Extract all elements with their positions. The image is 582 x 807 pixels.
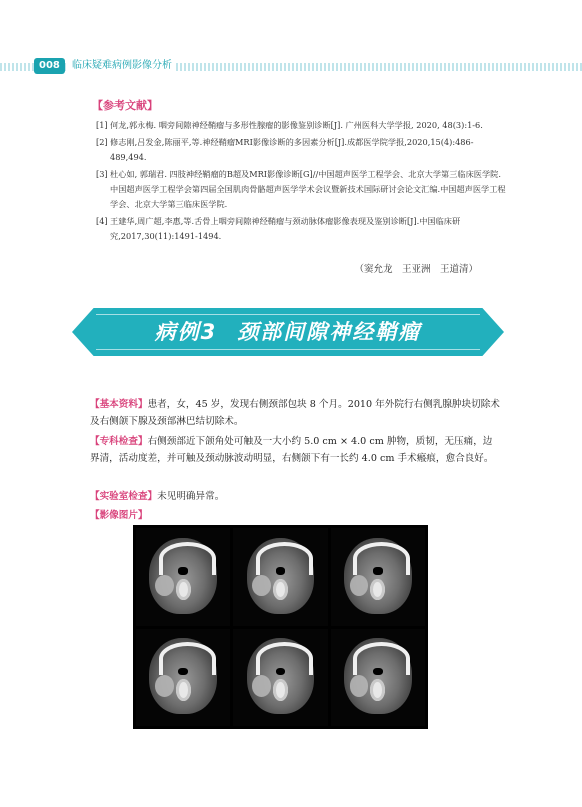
case-title — [72, 316, 504, 346]
basic-info-paragraph — [90, 396, 500, 430]
case-title-banner — [72, 308, 504, 356]
reference-number: [2] — [96, 137, 108, 147]
ct-image-panel — [133, 525, 428, 729]
lab-exam-label: 【实验室检查】 — [90, 491, 158, 502]
ct-scan-image — [331, 528, 425, 626]
reference-number: [4] — [96, 216, 108, 226]
reference-text: 杜心如, 郭瑞君. 四肢神经鞘瘤的B超及MRI影像诊断[G]//中国超声医学工程学会、北京大学第三临床医学院.中国超声医学工程学会第四届全国肌肉骨骼超声医学学术会议暨新技术国际研讨会论文汇编.中国超声医学工程学会、北京大学第三临床医学院. — [110, 169, 506, 209]
case-name: 颈部间隙神经鞘瘤 — [237, 320, 422, 344]
ct-scan-image — [233, 528, 327, 626]
page-number: 008 — [34, 58, 65, 74]
reference-item — [96, 214, 506, 244]
ct-scan-image — [331, 629, 425, 727]
reference-number: [1] — [96, 120, 108, 130]
lab-exam-paragraph — [90, 488, 500, 505]
reference-number: [3] — [96, 169, 108, 179]
reference-item — [96, 167, 506, 212]
reference-text: 修志刚,吕发金,陈丽平,等.神经鞘瘤MRI影像诊断的多因素分析[J].成都医学院学报,2020,15(4):486-489,494. — [110, 137, 474, 162]
running-title: 临床疑难病例影像分析 — [68, 59, 176, 73]
basic-info-text: 患者，女，45 岁，发现右侧颈部包块 8 个月。2010 年外院行右侧乳腺肿块切除术及右侧颌下腺及颈部淋巴结切除术。 — [90, 399, 500, 427]
lab-exam-text: 未见明确异常。 — [157, 491, 225, 502]
specialty-exam-text: 右侧颈部近下颌角处可触及一大小约 5.0 cm × 4.0 cm 肿物，质韧，无压痛，边界清，活动度差，并可触及颈动脉波动明显，右侧颌下有一长约 4.0 cm 手术瘢痕，愈合良好。 — [90, 436, 494, 464]
case-number: 病例3 — [154, 320, 218, 344]
ct-scan-image — [136, 629, 230, 727]
reference-text: 王建华,周广超,李惠,等.舌骨上咽旁间隙神经鞘瘤与颈动脉体瘤影像表现及鉴别诊断[J].中国临床研究,2017,30(11):1491-1494. — [110, 216, 461, 241]
ct-scan-image — [233, 629, 327, 727]
reference-text: 何龙,郭永梅. 咽旁间隙神经鞘瘤与多形性腺瘤的影像鉴别诊断[J]. 广州医科大学学报, 2020, 48(3):1-6. — [110, 120, 483, 130]
references-list — [96, 118, 506, 246]
page-header — [0, 0, 582, 80]
images-heading-paragraph — [90, 507, 500, 524]
specialty-exam-paragraph — [90, 433, 500, 467]
basic-info-label: 【基本资料】 — [90, 399, 148, 410]
ct-scan-image — [136, 528, 230, 626]
section-authors: （窦允龙 王亚洲 王道清） — [354, 264, 478, 275]
reference-item — [96, 135, 506, 165]
specialty-exam-label: 【专科检查】 — [90, 436, 148, 447]
images-label: 【影像图片】 — [90, 510, 148, 521]
references-heading: 【参考文献】 — [92, 99, 158, 112]
reference-item — [96, 118, 506, 133]
